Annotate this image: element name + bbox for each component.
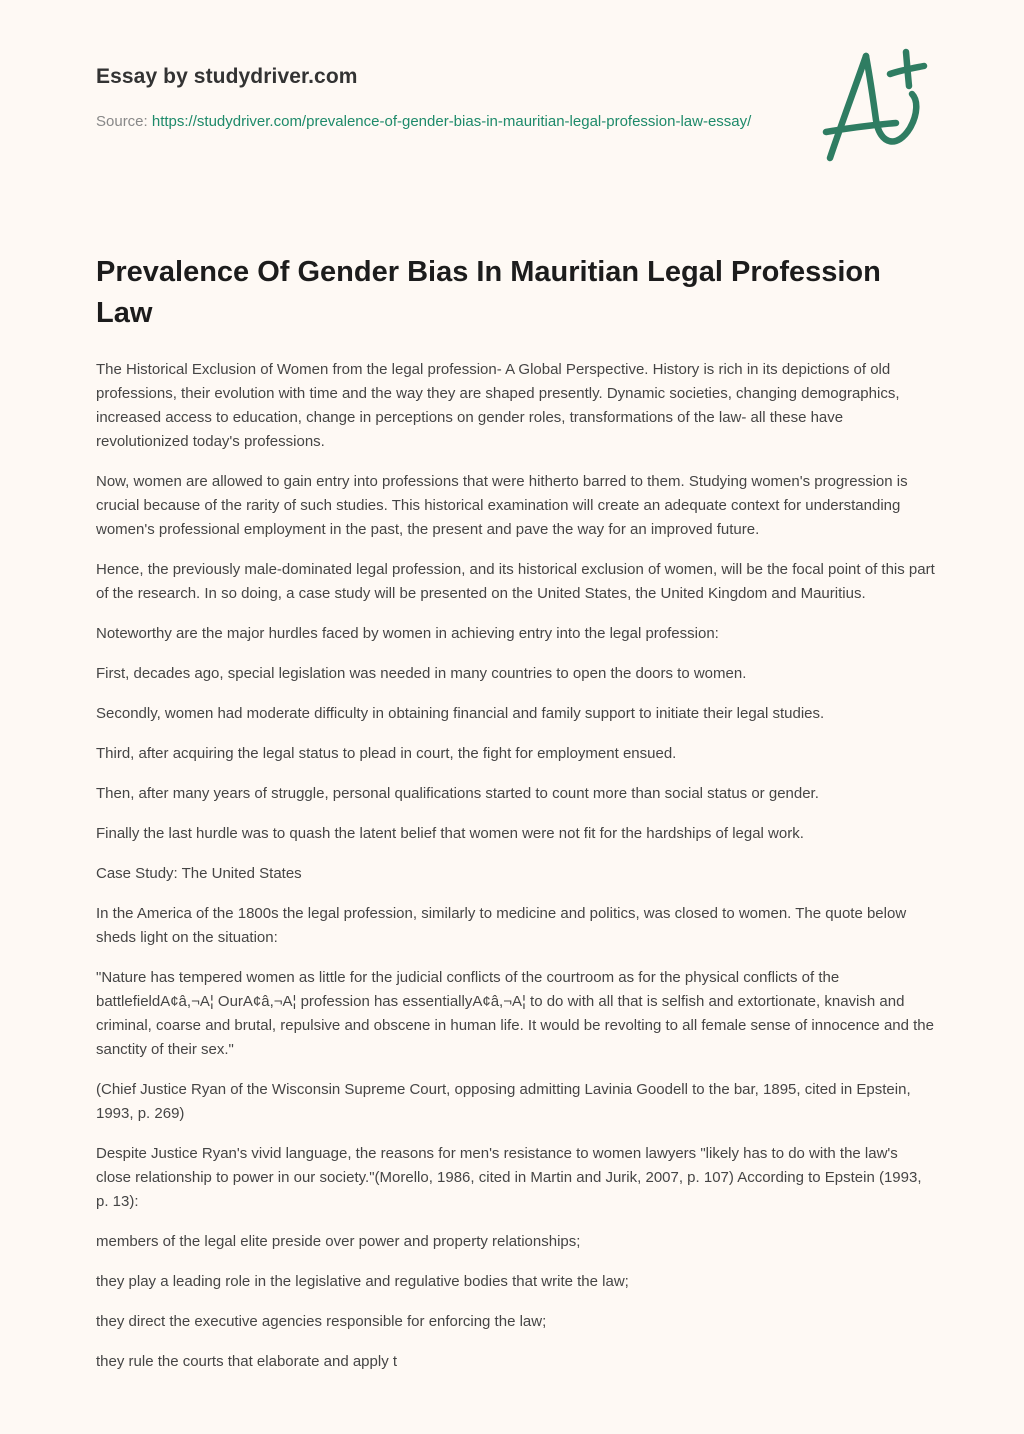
- hurdle-item: Finally the last hurdle was to quash the latent belief that women were not fit for the hardships of legal work.: [96, 825, 804, 842]
- source-label: Source:: [96, 113, 152, 130]
- page-header: [96, 62, 776, 134]
- essay-paragraph: In the America of the 1800s the legal profession, similarly to medicine and politics, was closed to women. The quote below sheds light on the situation:: [96, 905, 907, 946]
- quote-citation: (Chief Justice Ryan of the Wisconsin Supreme Court, opposing admitting Lavinia Goodell to the bar, 1895, cited in Epstein, 1993, p. 269): [96, 1081, 911, 1122]
- list-item: they direct the executive agencies responsible for enforcing the law;: [96, 1313, 547, 1330]
- essay-paragraph: The Historical Exclusion of Women from the legal profession- A Global Perspective. History is rich in its depictions of old professions, their evolution with time and the way they are shaped presently. Dynamic societies, changing demographics, increased access to education, change in perceptions on gender roles, transformations of the law- all these have revolutionized today's professions.: [96, 361, 900, 450]
- essay-paragraph: Despite Justice Ryan's vivid language, the reasons for men's resistance to women lawyers "likely has to do with the law's close relationship to power in our society."(Morello, 1986, cited in Martin and Jurik, 2007, p. 107) According to Epstein (1993, p. 13):: [96, 1145, 922, 1210]
- list-item: members of the legal elite preside over power and property relationships;: [96, 1233, 581, 1250]
- hurdle-item: Then, after many years of struggle, personal qualifications started to count more than social status or gender.: [96, 785, 819, 802]
- essay-paragraph: Hence, the previously male-dominated legal profession, and its historical exclusion of women, will be the focal point of this part of the research. In so doing, a case study will be presented on the United States, the United Kingdom and Mauritius.: [96, 561, 935, 602]
- essay-content: [96, 252, 936, 1390]
- source-link[interactable]: https://studydriver.com/prevalence-of-gender-bias-in-mauritian-legal-profession-law-essay/: [151, 113, 752, 130]
- hurdle-item: Secondly, women had moderate difficulty in obtaining financial and family support to initiate their legal studies.: [96, 705, 825, 722]
- quote-paragraph: "Nature has tempered women as little for the judicial conflicts of the courtroom as for the physical conflicts of the battlefieldA¢â,¬A¦ OurA¢â,¬A¦ profession has essentiallyA¢â,¬A¦ to do with all that is selfish and extortionate, knavish and criminal, coarse and brutal, repulsive and obscene in human life. It would be revolting to all female sense of innocence and the sanctity of their sex.": [96, 969, 934, 1058]
- hurdle-item: First, decades ago, special legislation was needed in many countries to open the doors to women.: [96, 665, 747, 682]
- list-item: they play a leading role in the legislative and regulative bodies that write the law;: [96, 1273, 629, 1290]
- essay-paragraph: Now, women are allowed to gain entry into professions that were hitherto barred to them. Studying women's progression is crucial because of the rarity of such studies. This historical examination will create an adequate context for understanding women's professional employment in the past, the present and pave the way for an improved future.: [96, 473, 908, 538]
- essay-title: Prevalence Of Gender Bias In Mauritian Legal Profession Law: [96, 256, 881, 329]
- essay-paragraph: Noteworthy are the major hurdles faced by women in achieving entry into the legal profession:: [96, 625, 719, 642]
- source-line: [96, 110, 776, 134]
- hurdle-item: Third, after acquiring the legal status to plead in court, the fight for employment ensued.: [96, 745, 677, 762]
- a-plus-grade-icon: [818, 38, 938, 168]
- site-title: Essay by studydriver.com: [96, 65, 358, 88]
- list-item: they rule the courts that elaborate and apply t: [96, 1353, 398, 1370]
- section-heading: Case Study: The United States: [96, 865, 302, 882]
